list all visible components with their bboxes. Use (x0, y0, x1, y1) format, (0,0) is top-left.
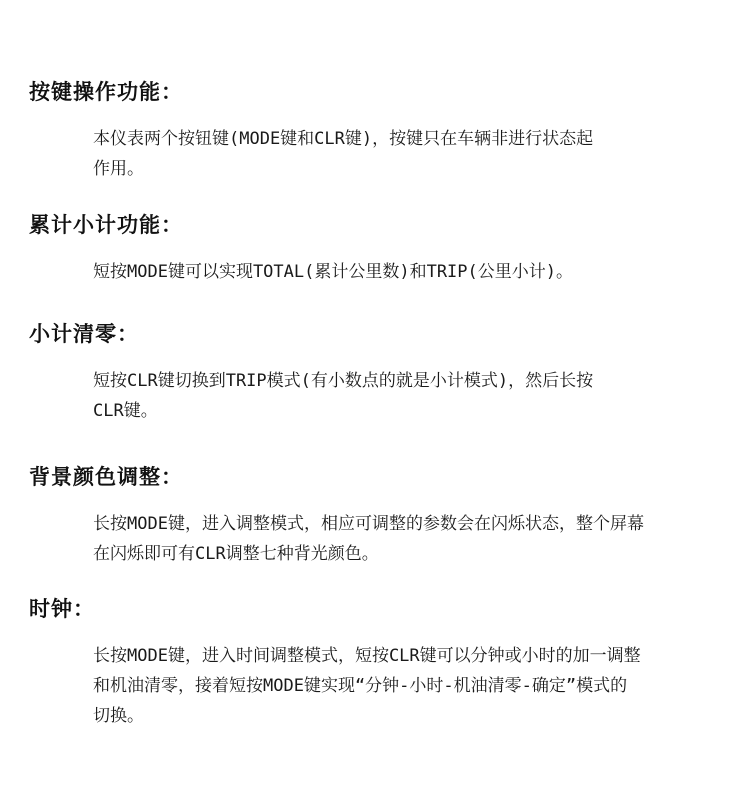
text-line: 短按CLR键切换到TRIP模式(有小数点的就是小计模式)，然后长按 (93, 371, 594, 391)
section-heading-trip-reset: 小计清零： (29, 322, 139, 346)
text-line: 切换。 (93, 706, 144, 726)
section-text-total-trip (93, 257, 573, 287)
section-text-trip-reset (93, 366, 593, 426)
section-text-backlight-color (93, 509, 644, 569)
text-line: 和机油清零，接着短按MODE键实现“分钟-小时-机油清零-确定”模式的 (93, 676, 628, 696)
text-line: 本仪表两个按钮键(MODE键和CLR键)，按键只在车辆非进行状态起 (93, 129, 594, 149)
section-text-clock (93, 641, 641, 731)
text-line: 作用。 (93, 159, 144, 179)
section-heading-key-operation: 按键操作功能： (29, 80, 183, 104)
section-text-key-operation (93, 124, 593, 184)
text-line: 长按MODE键，进入调整模式，相应可调整的参数会在闪烁状态，整个屏幕 (93, 514, 644, 534)
text-line: CLR键。 (93, 401, 158, 421)
text-line: 长按MODE键，进入时间调整模式，短按CLR键可以分钟或小时的加一调整 (93, 646, 641, 666)
text-line: 在闪烁即可有CLR调整七种背光颜色。 (93, 544, 379, 564)
text-line: 短按MODE键可以实现TOTAL(累计公里数)和TRIP(公里小计)。 (93, 262, 573, 282)
section-heading-clock: 时钟： (29, 597, 95, 621)
section-heading-backlight-color: 背景颜色调整： (29, 465, 183, 489)
section-heading-total-trip: 累计小计功能： (29, 213, 183, 237)
